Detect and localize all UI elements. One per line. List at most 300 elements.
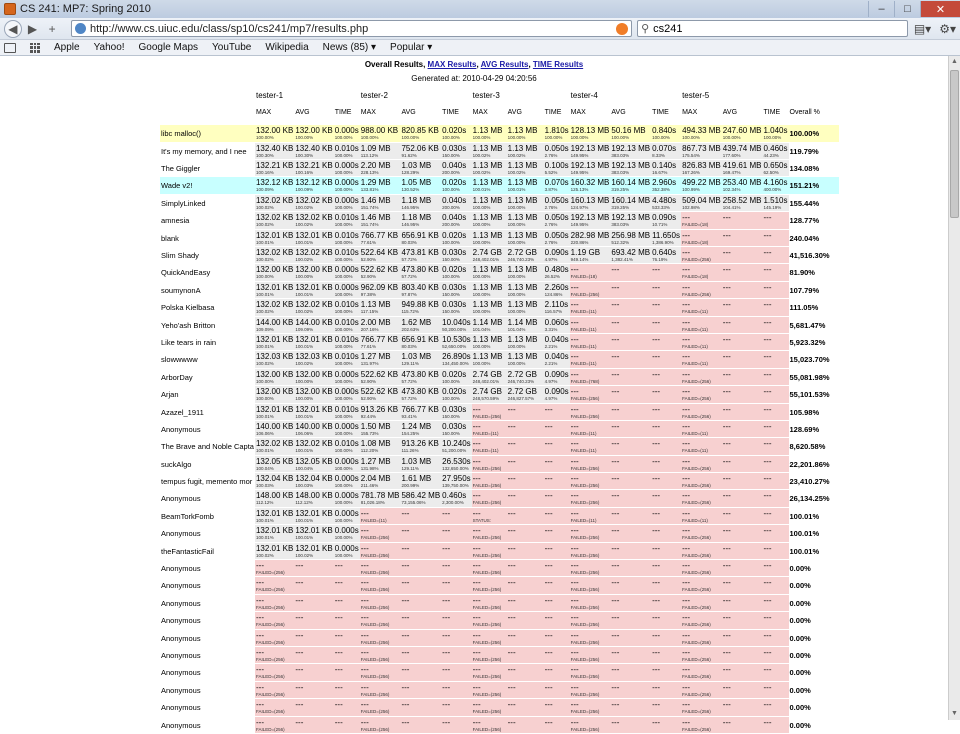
bookmark-google-maps[interactable]: Google Maps — [138, 42, 199, 53]
result-cell — [334, 212, 360, 229]
cell-value: --- — [722, 282, 731, 292]
open-book-icon[interactable] — [4, 43, 16, 53]
result-cell-failed — [762, 264, 788, 281]
result-cell-failed — [651, 664, 681, 681]
result-cell-failed — [570, 299, 611, 316]
result-cell — [544, 281, 570, 298]
cell-percent: 106.06% — [295, 430, 314, 436]
result-cell — [294, 316, 333, 333]
cell-value: 2.72 GB — [507, 248, 537, 258]
cell-value: --- — [763, 352, 772, 362]
cell-value: 1.040s — [763, 126, 788, 136]
cell-value: --- — [255, 613, 264, 623]
cell-value: 0.000s — [334, 161, 359, 171]
result-cell-failed — [762, 455, 788, 472]
cell-percent: 100.00% — [442, 135, 460, 141]
result-cell — [255, 507, 294, 524]
result-cell-failed — [762, 212, 788, 229]
result-cell — [400, 368, 441, 385]
cell-value: --- — [570, 648, 579, 657]
result-cell — [472, 386, 507, 403]
result-cell-failed — [472, 699, 507, 716]
result-cell — [334, 125, 360, 142]
overall-percent: 105.98% — [789, 403, 839, 420]
cell-percent: 93.41% — [401, 413, 417, 419]
result-cell — [507, 386, 544, 403]
metric-header: MAX — [570, 107, 611, 124]
result-cell-failed — [722, 664, 763, 681]
cell-value: --- — [472, 630, 481, 640]
result-cell-failed — [762, 664, 788, 681]
bookmark-news[interactable]: News (85) ▾ — [322, 42, 377, 53]
avg-results-link[interactable]: AVG Results — [480, 60, 529, 69]
cell-value: --- — [652, 439, 661, 449]
cell-value: 132.01 KB — [295, 230, 333, 240]
cell-percent: 100.01% — [255, 239, 274, 245]
result-cell-failed — [544, 438, 570, 455]
result-cell — [334, 455, 360, 472]
result-cell — [441, 420, 471, 437]
forward-button[interactable]: ▶ — [27, 21, 38, 36]
cell-failure-note: FAILED=(256) — [472, 709, 502, 715]
cell-value: 132.12 KB — [255, 178, 294, 188]
cell-value: --- — [544, 491, 553, 501]
cell-percent: 100.00% — [255, 378, 274, 384]
result-cell-failed — [544, 594, 570, 611]
cell-percent: 129.11% — [401, 465, 419, 471]
cell-value: --- — [682, 526, 691, 536]
cell-percent: FAILED=(256) — [570, 500, 600, 506]
cell-value: --- — [472, 421, 481, 431]
search-field[interactable] — [637, 20, 908, 37]
overall-header: Overall % — [789, 107, 839, 124]
result-cell-failed — [472, 577, 507, 594]
result-cell — [722, 125, 763, 142]
allocator-name: The Giggler — [160, 160, 255, 177]
cell-value: 148.00 KB — [255, 491, 294, 501]
scroll-up-arrow-icon[interactable]: ▲ — [951, 58, 958, 65]
name-header — [160, 107, 255, 124]
result-cell — [294, 177, 333, 194]
settings-gear-icon[interactable]: ⚙▾ — [939, 21, 956, 36]
result-cell — [610, 212, 651, 229]
result-cell-failed — [681, 351, 722, 368]
result-cell — [651, 160, 681, 177]
cell-value: --- — [652, 630, 661, 640]
cell-percent: 100.00% — [334, 291, 353, 297]
cell-percent: 100.00% — [334, 309, 353, 315]
cell-value: 1.13 MB — [507, 265, 538, 275]
result-cell-failed — [294, 647, 333, 664]
bookmark-wikipedia[interactable]: Wikipedia — [265, 42, 309, 53]
cell-percent: 106.06% — [255, 430, 274, 436]
result-cell — [400, 299, 441, 316]
cell-value: 0.000s — [334, 491, 359, 501]
result-cell-failed — [651, 438, 681, 455]
scrollbar-thumb[interactable] — [950, 70, 959, 218]
result-cell — [294, 490, 333, 507]
result-cell-failed — [544, 403, 570, 420]
cell-percent: 100.00% — [472, 239, 491, 245]
result-cell — [441, 177, 471, 194]
result-cell-failed — [570, 560, 611, 577]
cell-value: 160.13 MB — [570, 195, 610, 205]
cell-percent: FAILED=(256) — [682, 378, 711, 384]
cell-value: --- — [570, 717, 579, 727]
result-cell-failed — [472, 507, 507, 524]
cell-percent: 131.98% — [360, 465, 379, 471]
cell-value: --- — [652, 578, 661, 588]
cell-percent: 100.00% — [334, 222, 353, 228]
cell-value: 132.01 KB — [255, 230, 294, 240]
cell-failure-note: FAILED=(256) — [255, 622, 285, 628]
max-results-link[interactable]: MAX Results — [427, 60, 477, 69]
cell-percent: 100.02% — [255, 222, 274, 228]
cell-value: --- — [401, 561, 410, 571]
result-cell — [472, 160, 507, 177]
cell-failure-note: FAILED=(256) — [570, 674, 600, 680]
cell-value: 1.13 MB — [472, 282, 503, 292]
cell-value: --- — [360, 682, 369, 692]
cell-percent: 124.97% — [570, 204, 589, 210]
cell-value: 1.62 MB — [401, 317, 432, 327]
cell-percent: 100.00% — [472, 309, 491, 315]
result-cell — [255, 386, 294, 403]
cell-percent: 150.00% — [442, 152, 460, 158]
cell-value: --- — [682, 404, 691, 414]
cell-value: --- — [472, 439, 481, 449]
result-cell — [441, 473, 471, 490]
result-cell — [400, 229, 441, 246]
heading-text: Overall Results, — [364, 60, 428, 69]
result-cell-failed — [722, 507, 763, 524]
metric-header-row — [160, 107, 839, 124]
cell-percent: 81,026.18% — [360, 500, 385, 506]
result-cell-failed — [472, 594, 507, 611]
cell-value: --- — [652, 282, 661, 292]
result-cell — [570, 247, 611, 264]
cell-value: --- — [507, 526, 516, 536]
result-cell-failed — [544, 612, 570, 629]
cell-value: --- — [722, 456, 731, 466]
result-cell — [610, 229, 651, 246]
result-row — [160, 542, 839, 559]
cell-value: --- — [295, 682, 304, 692]
cell-percent: 169.47% — [722, 170, 741, 176]
cell-value: 50.16 MB — [611, 126, 646, 136]
overall-percent: 100.00% — [789, 125, 839, 142]
cell-value: 1.09 MB — [360, 143, 391, 153]
result-cell-failed — [722, 629, 763, 646]
result-cell-failed — [360, 577, 401, 594]
cell-value: --- — [442, 700, 451, 710]
cell-percent: 200.00% — [442, 222, 460, 228]
add-bookmark-button[interactable]: + — [48, 21, 56, 36]
cell-failure-note: FAILED=(256) — [360, 691, 390, 697]
result-cell-failed — [681, 664, 722, 681]
cell-failure-note: FAILED=(256) — [255, 587, 285, 593]
result-cell-failed — [570, 368, 611, 385]
cell-value: --- — [763, 456, 772, 466]
result-cell-failed — [681, 438, 722, 455]
cell-value: --- — [763, 317, 772, 327]
top-sites-grid-icon[interactable] — [30, 43, 40, 53]
cell-value: --- — [544, 717, 553, 727]
cell-failure-note: FAILED=(256) — [255, 570, 285, 576]
cell-value: --- — [570, 439, 579, 449]
cell-value: --- — [611, 387, 620, 397]
cell-value: --- — [682, 265, 691, 275]
cell-value: --- — [763, 561, 772, 571]
cell-percent: 100.16% — [295, 170, 314, 176]
allocator-name: blank — [160, 229, 255, 246]
cell-percent: 100.30% — [295, 152, 314, 158]
cell-value: --- — [295, 561, 304, 571]
result-cell-failed — [507, 420, 544, 437]
result-cell — [507, 194, 544, 211]
result-cell-failed — [294, 560, 333, 577]
cell-percent: 150.00% — [442, 291, 460, 297]
result-cell-failed — [722, 542, 763, 559]
cell-value: --- — [611, 648, 620, 657]
allocator-name: Anonymous — [160, 647, 255, 664]
result-cell-failed — [651, 333, 681, 350]
result-cell — [441, 316, 471, 333]
overall-percent: 119.79% — [789, 142, 839, 159]
cell-percent: FAILED=(11) — [570, 326, 597, 332]
vertical-scrollbar[interactable] — [948, 56, 960, 720]
result-cell-failed — [255, 681, 294, 698]
result-cell — [360, 299, 401, 316]
address-bar[interactable] — [71, 20, 632, 37]
cell-value: --- — [570, 369, 579, 379]
result-cell-failed — [681, 333, 722, 350]
overall-percent: 0.00% — [789, 681, 839, 698]
tester-header: tester-3 — [472, 90, 570, 107]
result-cell-failed — [472, 629, 507, 646]
url-text[interactable]: http://www.cs.uiuc.edu/class/sp10/cs241/mp7/results.php — [90, 22, 369, 35]
result-cell-failed — [651, 612, 681, 629]
cell-value: --- — [507, 439, 516, 449]
result-cell — [334, 194, 360, 211]
cell-value: --- — [611, 717, 620, 727]
cell-value: 1.24 MB — [401, 421, 432, 431]
cell-value: --- — [255, 717, 264, 727]
cell-value: 144.00 KB — [255, 317, 294, 327]
cell-percent: 207.16% — [360, 326, 379, 332]
close-window-button[interactable]: ✕ — [920, 1, 960, 17]
cell-value: --- — [544, 578, 553, 588]
cell-value: --- — [255, 578, 264, 588]
cell-percent: 100.00% — [442, 274, 460, 280]
result-cell — [360, 125, 401, 142]
result-cell — [255, 473, 294, 490]
result-cell-failed — [570, 455, 611, 472]
cell-value: --- — [295, 578, 304, 588]
cell-percent: 2.21% — [544, 361, 558, 367]
cell-percent: 97.38% — [360, 291, 377, 297]
window-titlebar — [0, 0, 960, 18]
cell-value: --- — [682, 682, 691, 692]
cell-value: 522.64 KB — [360, 248, 399, 258]
cell-value: 1.13 MB — [472, 213, 503, 223]
cell-value: 988.00 KB — [360, 126, 399, 136]
result-cell-failed — [294, 681, 333, 698]
allocator-name: Anonymous — [160, 525, 255, 542]
search-query[interactable]: cs241 — [653, 22, 683, 35]
cell-value: 0.640s — [652, 248, 677, 258]
metric-header: MAX — [472, 107, 507, 124]
result-cell-failed — [722, 647, 763, 664]
cell-percent: 100.00% — [472, 291, 491, 297]
allocator-name: The Brave and Noble Capta — [160, 438, 255, 455]
cell-value: --- — [570, 508, 579, 518]
bookmark-youtube[interactable]: YouTube — [212, 42, 252, 53]
cell-value: --- — [682, 491, 691, 501]
cell-percent: FAILED=(256) — [570, 535, 600, 541]
cell-value: --- — [295, 630, 304, 640]
cell-value: 192.13 MB — [570, 161, 610, 171]
cell-value: --- — [442, 543, 451, 553]
result-cell-failed — [651, 647, 681, 664]
result-cell — [472, 368, 507, 385]
result-cell-failed — [610, 577, 651, 594]
cell-value: --- — [763, 526, 772, 536]
cell-failure-note: FAILED=(256) — [682, 726, 711, 732]
result-cell-failed — [507, 560, 544, 577]
cell-percent: 202.63% — [401, 326, 420, 332]
result-cell — [294, 247, 333, 264]
cell-value: 0.070s — [544, 178, 569, 188]
cell-percent: FAILED=(256) — [682, 257, 711, 263]
cell-value: --- — [611, 265, 620, 275]
result-cell — [472, 299, 507, 316]
cell-percent: 100.00% — [334, 517, 353, 523]
time-results-link[interactable]: TIME Results — [532, 60, 584, 69]
result-cell — [360, 264, 401, 281]
cell-value: --- — [544, 630, 553, 640]
cell-value: --- — [682, 630, 691, 640]
cell-percent: 100.00% — [472, 343, 491, 349]
result-cell-failed — [651, 473, 681, 490]
cell-value: 1.13 MB — [507, 178, 538, 188]
cell-value: --- — [570, 352, 579, 362]
cell-value: --- — [570, 474, 579, 484]
cell-percent: 146.95% — [401, 222, 420, 228]
cell-value: --- — [722, 421, 731, 431]
result-cell-failed — [507, 577, 544, 594]
result-cell-failed — [544, 716, 570, 733]
cell-percent: 100.02% — [255, 552, 274, 558]
result-cell — [681, 194, 722, 211]
result-cell — [400, 438, 441, 455]
result-cell-failed — [570, 264, 611, 281]
cell-value: --- — [360, 648, 369, 657]
cell-value: --- — [544, 648, 553, 657]
result-cell — [507, 368, 544, 385]
bookmark-popular[interactable]: Popular ▾ — [390, 42, 433, 53]
result-cell-failed — [360, 629, 401, 646]
cell-percent: 100.00% — [544, 135, 563, 141]
reload-icon[interactable] — [616, 23, 628, 35]
cell-percent: 16.67% — [652, 170, 668, 176]
cell-value: --- — [611, 352, 620, 362]
cell-value: 656.91 KB — [401, 334, 439, 344]
result-cell — [294, 542, 333, 559]
cell-percent: 100.03% — [255, 483, 274, 489]
navigation-toolbar — [0, 18, 960, 40]
cell-value: --- — [682, 717, 691, 727]
result-cell — [334, 438, 360, 455]
cell-percent: 100.00% — [360, 135, 379, 141]
result-cell-failed — [681, 525, 722, 542]
result-cell-failed — [610, 716, 651, 733]
cell-value: 0.050s — [544, 213, 569, 223]
result-cell-failed — [762, 629, 788, 646]
cell-percent: FAILED=(11) — [570, 309, 597, 315]
cell-value: --- — [472, 474, 481, 484]
scroll-down-arrow-icon[interactable]: ▼ — [951, 710, 958, 717]
cell-percent: 100.00% — [570, 135, 589, 141]
cell-value: --- — [722, 300, 731, 310]
result-cell-failed — [610, 664, 651, 681]
allocator-name: soumynonA — [160, 281, 255, 298]
result-row — [160, 333, 839, 350]
cell-value: --- — [611, 561, 620, 571]
result-cell-failed — [400, 699, 441, 716]
cell-value: 1.13 MB — [472, 161, 503, 171]
result-cell-failed — [570, 594, 611, 611]
cell-percent: 57.72% — [401, 274, 417, 280]
result-cell-failed — [762, 542, 788, 559]
result-cell — [507, 229, 544, 246]
cell-percent: FAILED=(256) — [472, 413, 502, 419]
maximize-button[interactable]: □ — [894, 1, 920, 17]
cell-percent: 26.52% — [544, 274, 560, 280]
allocator-name: Anonymous — [160, 577, 255, 594]
bookmark-apple[interactable]: Apple — [54, 42, 80, 53]
result-cell-failed — [610, 507, 651, 524]
result-cell-failed — [507, 681, 544, 698]
result-cell-failed — [400, 629, 441, 646]
bookmark-yahoo[interactable]: Yahoo! — [93, 42, 125, 53]
page-menu-icon[interactable]: ▤▾ — [913, 21, 932, 36]
result-cell — [400, 177, 441, 194]
cell-value: --- — [682, 352, 691, 362]
cell-failure-note: FAILED=(256) — [255, 691, 285, 697]
cell-value: --- — [472, 682, 481, 692]
minimize-button[interactable]: – — [868, 1, 894, 17]
result-cell-failed — [570, 281, 611, 298]
result-cell-failed — [507, 699, 544, 716]
cell-value: 128.13 MB — [570, 126, 610, 136]
cell-value: 1.03 MB — [401, 161, 432, 171]
cell-value: 258.52 MB — [722, 195, 762, 205]
result-cell-failed — [334, 577, 360, 594]
cell-value: 132.00 KB — [255, 126, 294, 136]
window-title: CS 241: MP7: Spring 2010 — [20, 3, 151, 15]
result-cell — [255, 316, 294, 333]
result-cell — [360, 281, 401, 298]
back-button[interactable]: ◀ — [4, 20, 22, 38]
metric-header: AVG — [294, 107, 333, 124]
cell-value: --- — [295, 648, 304, 657]
result-cell-failed — [681, 386, 722, 403]
cell-percent: 51,200.00% — [442, 448, 467, 454]
result-cell-failed — [722, 490, 763, 507]
cell-value: --- — [722, 213, 731, 223]
result-cell-failed — [544, 455, 570, 472]
